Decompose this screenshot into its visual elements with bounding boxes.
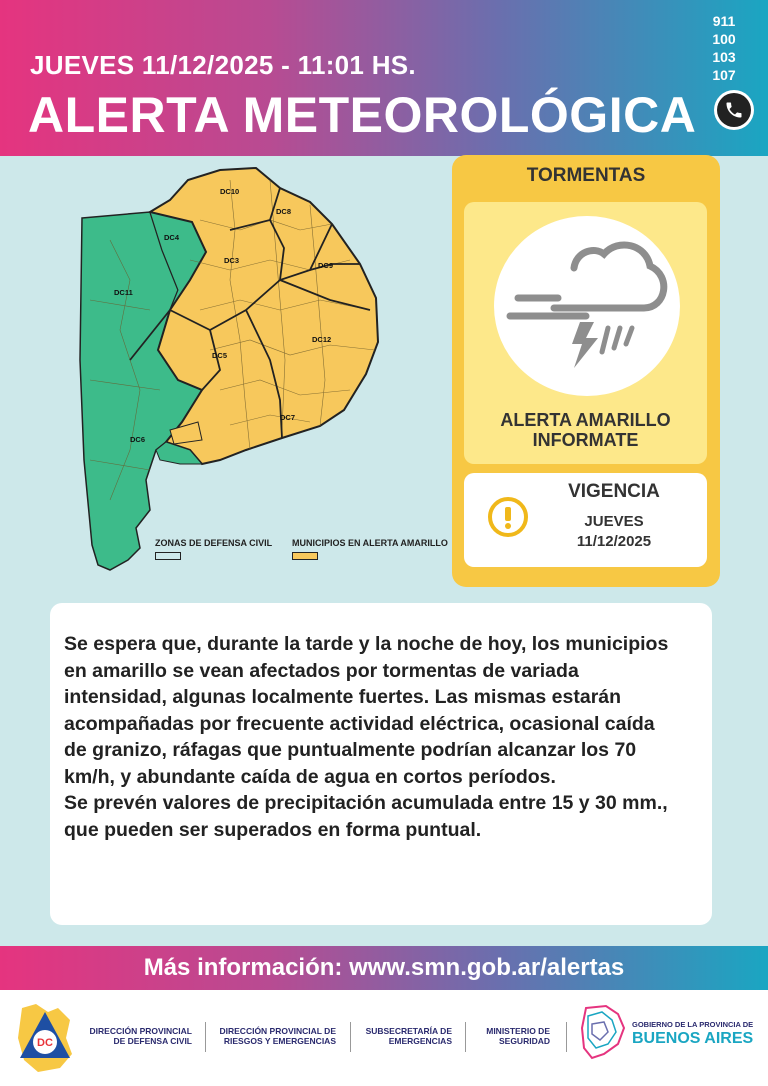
description-line: acompañadas por frecuente actividad eléctrica, ocasional caída — [64, 712, 655, 735]
org-line: RIESGOS Y EMERGENCIAS — [223, 1036, 336, 1046]
storm-cloud-icon — [494, 216, 680, 396]
description-line: intensidad, algunas localmente fuertes. Las mismas estarán — [64, 686, 622, 708]
legend-municipios-label: MUNICIPIOS EN ALERTA AMARILLO — [292, 538, 448, 548]
page-title: ALERTA METEOROLÓGICA — [28, 87, 697, 143]
validity-title: VIGENCIA — [568, 481, 660, 502]
zone-label: DC4 — [164, 233, 180, 242]
zone-label: DC12 — [312, 335, 332, 344]
description-line: en amarillo se vean afectados por tormentas de variada — [64, 659, 579, 682]
divider — [566, 1022, 567, 1052]
zone-label: DC11 — [114, 288, 133, 297]
divider — [465, 1022, 466, 1052]
buenos-aires-alert-map — [70, 160, 400, 580]
org-line: DIRECCIÓN PROVINCIAL — [89, 1026, 192, 1036]
divider — [205, 1022, 206, 1052]
org-line: SEGURIDAD — [498, 1036, 550, 1046]
validity-day: JUEVES — [584, 513, 644, 530]
description-line: de granizo, ráfagas que puntualmente podrían alcanzar los 70 — [64, 739, 637, 761]
legend-municipios-swatch — [292, 552, 318, 560]
province-name: BUENOS AIRES — [632, 1030, 754, 1047]
org-line: DE DEFENSA CIVIL — [113, 1036, 192, 1046]
description-line: Se espera que, durante la tarde y la noche de hoy, los municipios — [64, 633, 669, 655]
legend-zones-label: ZONAS DE DEFENSA CIVIL — [155, 538, 273, 548]
zone-label: DC7 — [280, 413, 296, 422]
alert-informate-label: INFORMATE — [532, 430, 639, 450]
org-ministerio — [472, 1026, 550, 1046]
emergency-number: 103 — [712, 49, 736, 65]
org-line: MINISTERIO DE — [486, 1026, 550, 1036]
description-line: km/h, y abundante caída de agua en cortos períodos. — [64, 765, 556, 788]
org-line: EMERGENCIAS — [388, 1036, 452, 1046]
zone-label: DC8 — [276, 207, 292, 216]
dc-logo-text: DC — [37, 1037, 53, 1049]
logos-footer — [0, 990, 768, 1086]
gov-label: GOBIERNO DE LA PROVINCIA DE — [632, 1020, 754, 1029]
more-info-link[interactable]: Más información: www.smn.gob.ar/alertas — [143, 954, 625, 981]
org-defensa-civil — [84, 1026, 192, 1046]
alert-level-text — [464, 410, 707, 450]
phenomenon-title: TORMENTAS — [526, 165, 646, 186]
phone-icon — [714, 90, 754, 130]
zone-label: DC10 — [220, 187, 240, 196]
validity-box — [464, 473, 707, 567]
header-banner — [0, 0, 768, 156]
org-line: SUBSECRETARÍA DE — [365, 1026, 452, 1036]
emergency-number: 911 — [712, 13, 736, 29]
emergency-number: 100 — [712, 31, 736, 47]
alert-level-label: ALERTA AMARILLO — [500, 410, 671, 430]
org-line: DIRECCIÓN PROVINCIAL DE — [219, 1026, 336, 1036]
zone-label: DC6 — [130, 435, 146, 444]
zone-label: DC5 — [212, 351, 228, 360]
description-text — [64, 631, 704, 843]
divider — [350, 1022, 351, 1052]
emergency-number: 107 — [712, 67, 736, 83]
emergency-numbers — [702, 12, 746, 84]
alert-datetime: JUEVES 11/12/2025 - 11:01 HS. — [30, 50, 416, 80]
zone-label: DC3 — [224, 256, 240, 265]
org-riesgos — [212, 1026, 336, 1046]
description-line: Se prevén valores de precipitación acumulada entre 15 y 30 mm., — [64, 792, 668, 814]
more-info-banner — [0, 946, 768, 990]
description-box — [50, 603, 712, 925]
validity-date: 11/12/2025 — [576, 533, 652, 550]
zone-label: DC9 — [318, 261, 334, 270]
warning-icon — [488, 497, 528, 537]
description-line: que pueden ser superados en forma puntual. — [64, 818, 482, 841]
legend-zones-swatch — [155, 552, 181, 560]
province-map-icon — [578, 1004, 628, 1060]
defensa-civil-logo — [14, 998, 76, 1076]
org-subsecretaria — [356, 1026, 452, 1046]
alert-level-box — [464, 202, 707, 464]
